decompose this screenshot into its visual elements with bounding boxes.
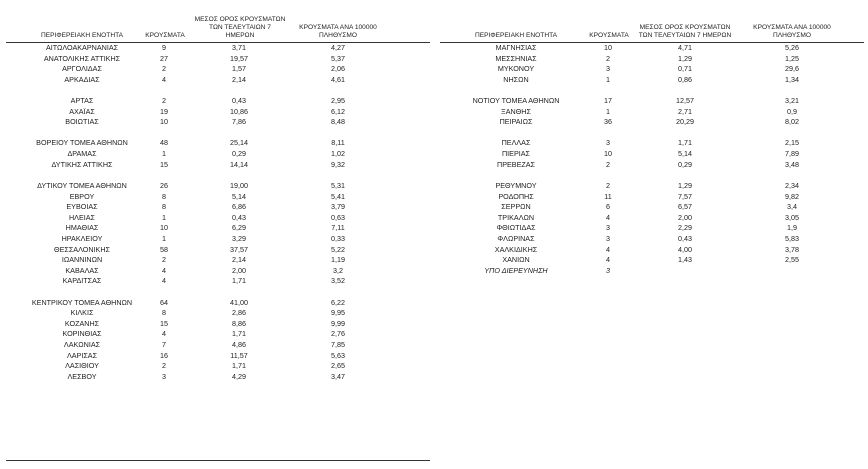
cell-avg: 2,71 [678, 106, 692, 116]
cell-region: ΑΡΓΟΛΙΔΑΣ [62, 64, 102, 74]
table-row [440, 202, 864, 213]
table-row [440, 255, 864, 266]
table-row [6, 192, 430, 203]
cell-per100k: 5,31 [331, 180, 345, 190]
cell-region: ΚΟΡΙΝΘΙΑΣ [62, 329, 102, 339]
cell-cases: 8 [162, 202, 166, 212]
table-row [6, 266, 430, 277]
cell-region: ΕΒΡΟΥ [69, 191, 95, 201]
table-row [6, 351, 430, 362]
cell-avg: 8,86 [232, 318, 246, 328]
cell-avg: 41,00 [230, 297, 248, 307]
cell-per100k: 7,85 [331, 340, 345, 350]
cell-per100k: 3,4 [787, 202, 797, 212]
table-row [440, 245, 864, 256]
cell-per100k: 5,26 [785, 43, 799, 52]
cell-region: ΔΡΑΜΑΣ [67, 149, 97, 159]
cell-region: ΑΡΤΑΣ [70, 96, 94, 106]
cell-avg: 19,00 [230, 180, 248, 190]
cell-per100k: 7,89 [785, 149, 799, 159]
cell-per100k: 2,65 [331, 361, 345, 371]
cell-cases: 2 [162, 64, 166, 74]
table-row [6, 96, 430, 107]
cell-per100k: 2,95 [331, 96, 345, 106]
table-row [6, 85, 430, 96]
header-region: ΠΕΡΙΦΕΡΕΙΑΚΗ ΕΝΟΤΗΤΑ [40, 32, 124, 39]
table-row [6, 287, 430, 298]
cell-cases: 4 [162, 329, 166, 339]
cell-avg: 10,86 [230, 106, 248, 116]
cell-region: ΚΑΡΔΙΤΣΑΣ [62, 276, 102, 286]
cell-avg: 1,71 [232, 361, 246, 371]
cell-cases: 10 [160, 117, 168, 127]
cell-region: ΛΑΡΙΣΑΣ [66, 350, 98, 360]
cell-per100k: 1,02 [331, 149, 345, 159]
cell-per100k: 8,48 [331, 117, 345, 127]
cell-region: ΥΠΟ ΔΙΕΡΕΥΝΗΣΗ [484, 265, 548, 275]
header-per100k: ΚΡΟΥΣΜΑΤΑ ΑΝΑ 100000 ΠΛΗΘΥΣΜΟ [299, 24, 377, 39]
cell-cases: 11 [604, 191, 612, 201]
table-row [6, 255, 430, 266]
cell-region: ΠΕΙΡΑΙΩΣ [499, 117, 533, 127]
table-row [440, 128, 864, 139]
table-row [6, 308, 430, 319]
cell-cases: 3 [606, 233, 610, 243]
cell-avg: 0,43 [678, 233, 692, 243]
table-row [6, 64, 430, 75]
cell-avg: 1,57 [232, 64, 246, 74]
cell-per100k: 8,02 [785, 117, 799, 127]
header-per100k: ΚΡΟΥΣΜΑΤΑ ΑΝΑ 100000 ΠΛΗΘΥΣΜΟ [753, 24, 831, 39]
cell-per100k: 2,06 [331, 64, 345, 74]
cell-cases: 2 [606, 180, 610, 190]
cell-per100k: 8,11 [331, 138, 345, 148]
table-row [6, 340, 430, 351]
cell-per100k: 1,25 [785, 53, 799, 63]
cell-avg: 6,29 [232, 223, 246, 233]
cell-per100k: 5,37 [331, 53, 345, 63]
cell-avg: 7,86 [232, 117, 246, 127]
cell-avg: 1,29 [678, 53, 692, 63]
cell-avg: 37,57 [230, 244, 248, 254]
cell-avg: 5,14 [678, 149, 692, 159]
table-header [6, 6, 430, 43]
cell-cases: 1 [162, 149, 166, 159]
cell-avg: 1,71 [232, 329, 246, 339]
table-row [6, 372, 430, 383]
table-row [6, 329, 430, 340]
cell-per100k: 4,27 [331, 43, 345, 52]
cell-cases: 1 [606, 74, 610, 84]
cell-avg: 20,29 [676, 117, 694, 127]
table-row [440, 117, 864, 128]
cell-avg: 19,57 [230, 53, 248, 63]
cell-region: ΠΡΕΒΕΖΑΣ [497, 159, 535, 169]
cell-cases: 4 [162, 265, 166, 275]
cell-avg: 7,57 [678, 191, 692, 201]
cell-cases: 3 [606, 64, 610, 74]
table-row [440, 64, 864, 75]
table-row [6, 202, 430, 213]
cell-cases: 64 [160, 297, 168, 307]
cell-avg: 6,86 [232, 202, 246, 212]
table-row [6, 138, 430, 149]
cell-region: ΜΑΓΝΗΣΙΑΣ [495, 43, 537, 52]
cell-region: ΛΑΣΙΘΙΟΥ [65, 361, 99, 371]
cell-region: ΒΟΙΩΤΙΑΣ [65, 117, 99, 127]
cell-cases: 2 [162, 255, 166, 265]
table-row [6, 234, 430, 245]
cell-cases: 2 [606, 53, 610, 63]
cell-cases: 4 [606, 212, 610, 222]
cell-region: ΧΑΛΚΙΔΙΚΗΣ [494, 244, 538, 254]
cell-avg: 2,14 [232, 74, 246, 84]
table-row [440, 181, 864, 192]
cell-region: ΡΕΘΥΜΝΟΥ [495, 180, 537, 190]
cell-avg: 2,00 [232, 265, 246, 275]
table-row [6, 170, 430, 181]
cell-avg: 1,29 [678, 180, 692, 190]
table-row [6, 361, 430, 372]
cell-cases: 9 [162, 43, 166, 52]
cell-per100k: 5,83 [785, 233, 799, 243]
cell-per100k: 5,22 [331, 244, 345, 254]
cell-region: ΘΕΣΣΑΛΟΝΙΚΗΣ [54, 244, 110, 254]
cell-cases: 1 [606, 106, 610, 116]
cell-per100k: 3,52 [331, 276, 345, 286]
cell-per100k: 9,99 [331, 318, 345, 328]
cell-per100k: 3,05 [785, 212, 799, 222]
cell-cases: 3 [606, 265, 610, 275]
cell-region: ΑΧΑΪΑΣ [69, 106, 95, 116]
table-row [6, 160, 430, 171]
cell-cases: 3 [162, 371, 166, 381]
cell-avg: 2,14 [232, 255, 246, 265]
cell-avg: 1,43 [678, 255, 692, 265]
cell-avg: 4,71 [678, 43, 692, 52]
table-row [6, 213, 430, 224]
cell-per100k: 7,11 [331, 223, 345, 233]
table-row [440, 223, 864, 234]
header-region: ΠΕΡΙΦΕΡΕΙΑΚΗ ΕΝΟΤΗΤΑ [474, 32, 558, 39]
cell-cases: 1 [162, 233, 166, 243]
cell-region: ΔΥΤΙΚΗΣ ΑΤΤΙΚΗΣ [51, 159, 113, 169]
cell-region: ΛΑΚΩΝΙΑΣ [63, 340, 101, 350]
cell-region: ΦΘΙΩΤΙΔΑΣ [496, 223, 536, 233]
cell-cases: 19 [160, 106, 168, 116]
cell-cases: 6 [606, 202, 610, 212]
table-row [6, 107, 430, 118]
cell-per100k: 29,6 [785, 64, 799, 74]
cell-avg: 0,86 [678, 74, 692, 84]
table-row [6, 245, 430, 256]
cell-per100k: 2,34 [785, 180, 799, 190]
table-row [440, 160, 864, 171]
cell-cases: 4 [606, 244, 610, 254]
table-row [6, 54, 430, 65]
bottom-rule [6, 460, 430, 461]
cell-cases: 10 [604, 149, 612, 159]
table-row [6, 276, 430, 287]
cell-cases: 27 [160, 53, 168, 63]
table-row [440, 138, 864, 149]
cell-region: ΝΟΤΙΟΥ ΤΟΜΕΑ ΑΘΗΝΩΝ [472, 96, 560, 106]
cell-cases: 7 [162, 340, 166, 350]
cell-region: ΚΑΒΑΛΑΣ [65, 265, 99, 275]
table-row [6, 181, 430, 192]
cell-cases: 15 [160, 318, 168, 328]
cell-region: ΜΕΣΣΗΝΙΑΣ [495, 53, 537, 63]
cell-region: ΝΗΣΩΝ [503, 74, 529, 84]
cell-region: ΜΥΚΟΝΟΥ [497, 64, 535, 74]
table-row [6, 223, 430, 234]
table-row [440, 234, 864, 245]
cell-per100k: 6,22 [331, 297, 345, 307]
header-cases: ΚΡΟΥΣΜΑΤΑ [589, 32, 629, 39]
table-row [440, 75, 864, 86]
table-row [6, 149, 430, 160]
cell-avg: 0,43 [232, 96, 246, 106]
cell-avg: 5,14 [232, 191, 246, 201]
cell-per100k: 5,41 [331, 191, 345, 201]
cell-avg: 0,29 [678, 159, 692, 169]
cell-cases: 58 [160, 244, 168, 254]
cell-per100k: 3,78 [785, 244, 799, 254]
cell-avg: 14,14 [230, 159, 248, 169]
table-row [6, 319, 430, 330]
cell-per100k: 2,15 [785, 138, 799, 148]
cell-per100k: 9,82 [785, 191, 799, 201]
cell-avg: 0,29 [232, 149, 246, 159]
cell-per100k: 6,12 [331, 106, 345, 116]
cell-per100k: 1,9 [787, 223, 797, 233]
cell-per100k: 9,95 [331, 308, 345, 318]
cell-region: ΧΑΝΙΩΝ [502, 255, 530, 265]
cell-cases: 1 [162, 212, 166, 222]
cell-cases: 3 [606, 223, 610, 233]
cell-region: ΑΡΚΑΔΙΑΣ [64, 74, 100, 84]
cell-cases: 2 [162, 96, 166, 106]
header-avg: ΜΕΣΟΣ ΟΡΟΣ ΚΡΟΥΣΜΑΤΩΝ ΤΩΝ ΤΕΛΕΥΤΑΙΩΝ 7 ΗΜΕΡΩΝ [194, 16, 286, 39]
cell-region: ΠΕΛΛΑΣ [501, 138, 531, 148]
table-row [440, 43, 864, 54]
cell-region: ΚΕΝΤΡΙΚΟΥ ΤΟΜΕΑ ΑΘΗΝΩΝ [31, 297, 133, 307]
cell-cases: 26 [160, 180, 168, 190]
cell-avg: 4,00 [678, 244, 692, 254]
cell-region: ΞΑΝΘΗΣ [501, 106, 531, 116]
cell-per100k: 3,2 [333, 265, 343, 275]
cell-region: ΔΥΤΙΚΟΥ ΤΟΜΕΑ ΑΘΗΝΩΝ [37, 180, 127, 190]
cell-cases: 17 [604, 96, 612, 106]
cell-cases: 8 [162, 191, 166, 201]
table-row [440, 149, 864, 160]
cell-region: ΗΡΑΚΛΕΙΟΥ [61, 233, 103, 243]
table-row [6, 117, 430, 128]
cell-cases: 8 [162, 308, 166, 318]
cell-avg: 3,29 [232, 233, 246, 243]
cell-region: ΣΕΡΡΩΝ [501, 202, 531, 212]
cell-per100k: 4,61 [331, 74, 345, 84]
header-avg: ΜΕΣΟΣ ΟΡΟΣ ΚΡΟΥΣΜΑΤΩΝ ΤΩΝ ΤΕΛΕΥΤΑΙΩΝ 7 ΗΜΕΡΩΝ [638, 24, 732, 39]
table-row [440, 170, 864, 181]
cell-region: ΤΡΙΚΑΛΩΝ [497, 212, 535, 222]
right-table [440, 6, 864, 276]
cell-region: ΡΟΔΟΠΗΣ [498, 191, 534, 201]
cell-region: ΚΙΛΚΙΣ [70, 308, 94, 318]
cell-cases: 4 [606, 255, 610, 265]
cell-region: ΗΛΕΙΑΣ [68, 212, 96, 222]
cell-cases: 15 [160, 159, 168, 169]
cell-per100k: 0,33 [331, 233, 345, 243]
header-cases: ΚΡΟΥΣΜΑΤΑ [145, 32, 185, 39]
cell-per100k: 1,34 [785, 74, 799, 84]
cell-cases: 3 [606, 138, 610, 148]
cell-avg: 1,71 [232, 276, 246, 286]
cell-per100k: 2,55 [785, 255, 799, 265]
table-body [440, 43, 864, 276]
cell-avg: 2,86 [232, 308, 246, 318]
table-row [6, 43, 430, 54]
cell-avg: 25,14 [230, 138, 248, 148]
cell-per100k: 3,79 [331, 202, 345, 212]
cell-cases: 4 [162, 276, 166, 286]
table-row [6, 128, 430, 139]
cell-region: ΠΙΕΡΙΑΣ [501, 149, 530, 159]
cell-cases: 2 [162, 361, 166, 371]
note-row [440, 266, 864, 277]
cell-avg: 6,57 [678, 202, 692, 212]
table-header [440, 6, 864, 43]
cell-avg: 3,71 [232, 43, 246, 52]
cell-avg: 11,57 [230, 350, 248, 360]
table-row [440, 192, 864, 203]
cell-avg: 2,00 [678, 212, 692, 222]
cell-avg: 4,86 [232, 340, 246, 350]
cell-per100k: 3,47 [331, 371, 345, 381]
cell-per100k: 3,48 [785, 159, 799, 169]
cell-region: ΦΛΩΡΙΝΑΣ [497, 233, 535, 243]
cell-region: ΕΥΒΟΙΑΣ [66, 202, 98, 212]
cell-region: ΑΝΑΤΟΛΙΚΗΣ ΑΤΤΙΚΗΣ [43, 53, 121, 63]
table-row [6, 75, 430, 86]
cell-region: ΙΩΑΝΝΙΝΩΝ [61, 255, 103, 265]
cell-region: ΚΟΖΑΝΗΣ [64, 318, 100, 328]
cell-cases: 48 [160, 138, 168, 148]
cell-cases: 10 [160, 223, 168, 233]
table-body [6, 43, 430, 383]
table-row [440, 213, 864, 224]
cell-cases: 4 [162, 74, 166, 84]
cell-cases: 36 [604, 117, 612, 127]
cell-region: ΒΟΡΕΙΟΥ ΤΟΜΕΑ ΑΘΗΝΩΝ [36, 138, 128, 148]
cell-avg: 4,29 [232, 371, 246, 381]
cell-region: ΛΕΣΒΟΥ [67, 371, 97, 381]
cell-avg: 12,57 [676, 96, 694, 106]
left-table [6, 6, 430, 383]
cell-per100k: 5,63 [331, 350, 345, 360]
table-row [440, 107, 864, 118]
cell-avg: 2,29 [678, 223, 692, 233]
cell-cases: 10 [604, 43, 612, 52]
cell-region: ΗΜΑΘΙΑΣ [65, 223, 99, 233]
cell-per100k: 2,76 [331, 329, 345, 339]
cell-per100k: 0,9 [787, 106, 797, 116]
table-row [440, 54, 864, 65]
cell-per100k: 3,21 [785, 96, 799, 106]
cell-avg: 1,71 [678, 138, 692, 148]
cell-avg: 0,71 [678, 64, 692, 74]
cell-cases: 16 [160, 350, 168, 360]
table-row [6, 298, 430, 309]
cell-per100k: 0,63 [331, 212, 345, 222]
cell-avg: 0,43 [232, 212, 246, 222]
table-row [440, 85, 864, 96]
table-row [440, 96, 864, 107]
cell-per100k: 9,32 [331, 159, 345, 169]
cell-region: ΑΙΤΩΛΟΑΚΑΡΝΑΝΙΑΣ [45, 43, 119, 52]
cell-per100k: 1,19 [331, 255, 345, 265]
cell-cases: 2 [606, 159, 610, 169]
